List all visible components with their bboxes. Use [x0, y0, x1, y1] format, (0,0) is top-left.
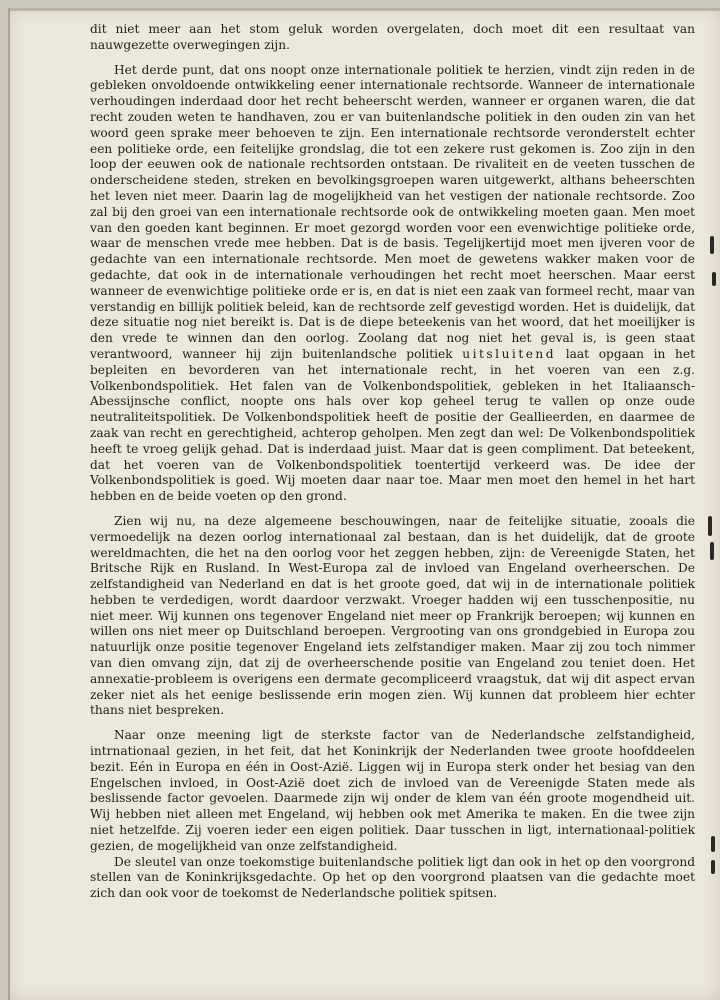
scanned-page	[8, 8, 720, 1000]
margin-mark	[710, 236, 714, 254]
margin-mark	[708, 516, 712, 536]
paragraph-feitelijke-situatie: Zien wij nu, na deze algemeene beschouwingen, naar de feitelijke situatie, zooals die vermoedelijk na dezen oorlog internationaal zal bestaan, dan is het duidelijk, dat de groote wereldmachten, die het na den oorlog voor het zeggen hebben, zijn: de Vereenigde Staten, het Britsche Rijk en Rusland. In West-Europa zal de invloed van Engeland overheerschen. De zelfstandigheid van Nederland en dat is het groote goed, dat wij in de internationale politiek hebben te verdedigen, wordt daardoor verzwakt. Vroeger hadden wij een tusschenpositie, nu niet meer. Wij kunnen ons tegenover Engeland niet meer op Frankrijk beroepen; wij kunnen en willen ons niet meer op Duitschland beroepen. Vergrooting van ons grondgebied in Europa zou natuurlijk onze positie tegenover Engeland iets zelfstandiger maken. Maar zij zou toch nimmer van dien omvang zijn, dat zij de overheerschende positie van Engeland zou teniet doen. Het annexatie-probleem is overigens een dermate gecompliceerd vraagstuk, dat wij dit aspect ervan zeker niet als het eenige beslissende erin mogen zien. Wij kunnen dat probleem hier echter thans niet bespreken.	[90, 513, 695, 718]
body-text	[90, 22, 695, 911]
margin-mark	[712, 272, 716, 286]
paragraph-sleutel: De sleutel van onze toekomstige buitenlandsche politiek ligt dan ook in het op den voorgrond stellen van de Koninkrijksgedachte. Op het op den voorgrond plaatsen van die gedachte moet zich dan ook voor de toekomst de Nederlandsche politiek spitsen.	[90, 854, 695, 901]
paragraph-rechtsorde	[90, 63, 695, 505]
page-edge	[8, 8, 10, 1000]
paragraph-continuation: dit niet meer aan het stom geluk worden overgelaten, doch moet dit een resultaat van nauwgezette overwegingen zijn.	[90, 22, 695, 52]
paragraph-rechtsorde-part-2: laat opgaan in het bepleiten en bevorderen van het internationale recht, in het voeren van een z.g. Volkenbondspolitiek. Het falen van de Volkenbondspolitiek, gebleken in het Italiaansch-Abessijnsche conflict, noopte ons hals over kop geheel terug te vallen op onze oude neutraliteitspolitiek. De Volkenbondspolitiek heeft de positie der Geallieerden, en daarmee de zaak van recht en gerechtigheid, achterop geholpen. Men zegt dan wel: De Volkenbondspolitiek heeft te vroeg gelijk gehad. Dat is inderdaad juist. Maar dat is geen compliment. Dat beteekent, dat het voeren van de Volkenbondspolitiek toentertijd verkeerd was. De idee der Volkenbondspolitiek is goed. Wij moeten daar naar toe. Maar men moet den hemel in het hart hebben en de beide voeten op den grond.	[90, 346, 695, 504]
emphasis-uitsluitend: uitsluitend	[462, 346, 557, 361]
paragraph-rechtsorde-part-1: Het derde punt, dat ons noopt onze internationale politiek te herzien, vindt zijn reden in de gebleken onvoldoende ontwikkeling eener internationale rechtsorde. Wanneer de internationale verhoudingen inderdaad door het recht beheerscht werden, wanneer er organen waren, die dat recht zouden weten te handhaven, zou er van buitenlandsche politiek in den ouden zin van het woord geen sprake meer behoeven te zijn. Een internationale rechtsorde veronderstelt echter een politieke orde, een feitelijke grondslag, die tot een zekere rust gekomen is. Zoo zijn in den loop der eeuwen ook de nationale rechtsorden ontstaan. De rivaliteit en de veeten tusschen de onderscheidene steden, streken en bevolkingsgroepen waren uitgewerkt, althans beheerschten het leven niet meer. Daarin lag de mogelijkheid van het vestigen der nationale rechtsorde. Zoo zal bij den groei van een internationale rechtsorde ook de ontwikkeling moeten gaan. Men moet van den goeden kant beginnen. Er moet gezorgd worden voor een evenwichtige politieke orde, waar de menschen vrede mee hebben. Dat is de basis. Tegelijkertijd moet men ijveren voor de gedachte van een internationale rechtsorde. Men moet de gewetens wakker maken voor de gedachte, dat ook in de internationale verhoudingen het recht moet heerschen. Maar eerst wanneer de evenwichtige politieke orde er is, en dat is niet een zaak van formeel recht, maar van verstandig en billijk politiek beleid, kan de rechtsorde zelf gevestigd worden. Het is duidelijk, dat deze situatie nog niet bereikt is. Dat is de diepe beteekenis van het woord, dat het moeilijker is den vrede te winnen dan den oorlog. Zoolang dat nog niet het geval is, is geen staat verantwoord, wanneer hij zijn buitenlandsche politiek	[90, 62, 695, 361]
margin-mark	[711, 836, 715, 852]
margin-mark	[710, 542, 714, 560]
margin-mark	[711, 860, 715, 874]
paragraph-zelfstandigheid: Naar onze meening ligt de sterkste factor van de Nederlandsche zelfstandigheid, intrnationaal gezien, in het feit, dat het Koninkrijk der Nederlanden twee groote hoofddeelen bezit. Eén in Europa en één in Oost-Azië. Liggen wij in Europa sterk onder het besiag van den Engelschen invloed, in Oost-Azië doet zich de invloed van de Vereenigde Staten mede als beslissende factor gevoelen. Daarmede zijn wij onder de klem van één groote mogendheid uit. Wij hebben niet alleen met Engeland, wij hebben ook met Amerika te maken. En die twee zijn niet hetzelfde. Zij voeren ieder een eigen politiek. Daar tusschen in ligt, internationaal-politiek gezien, de mogelijkheid van onze zelfstandigheid.	[90, 728, 695, 853]
